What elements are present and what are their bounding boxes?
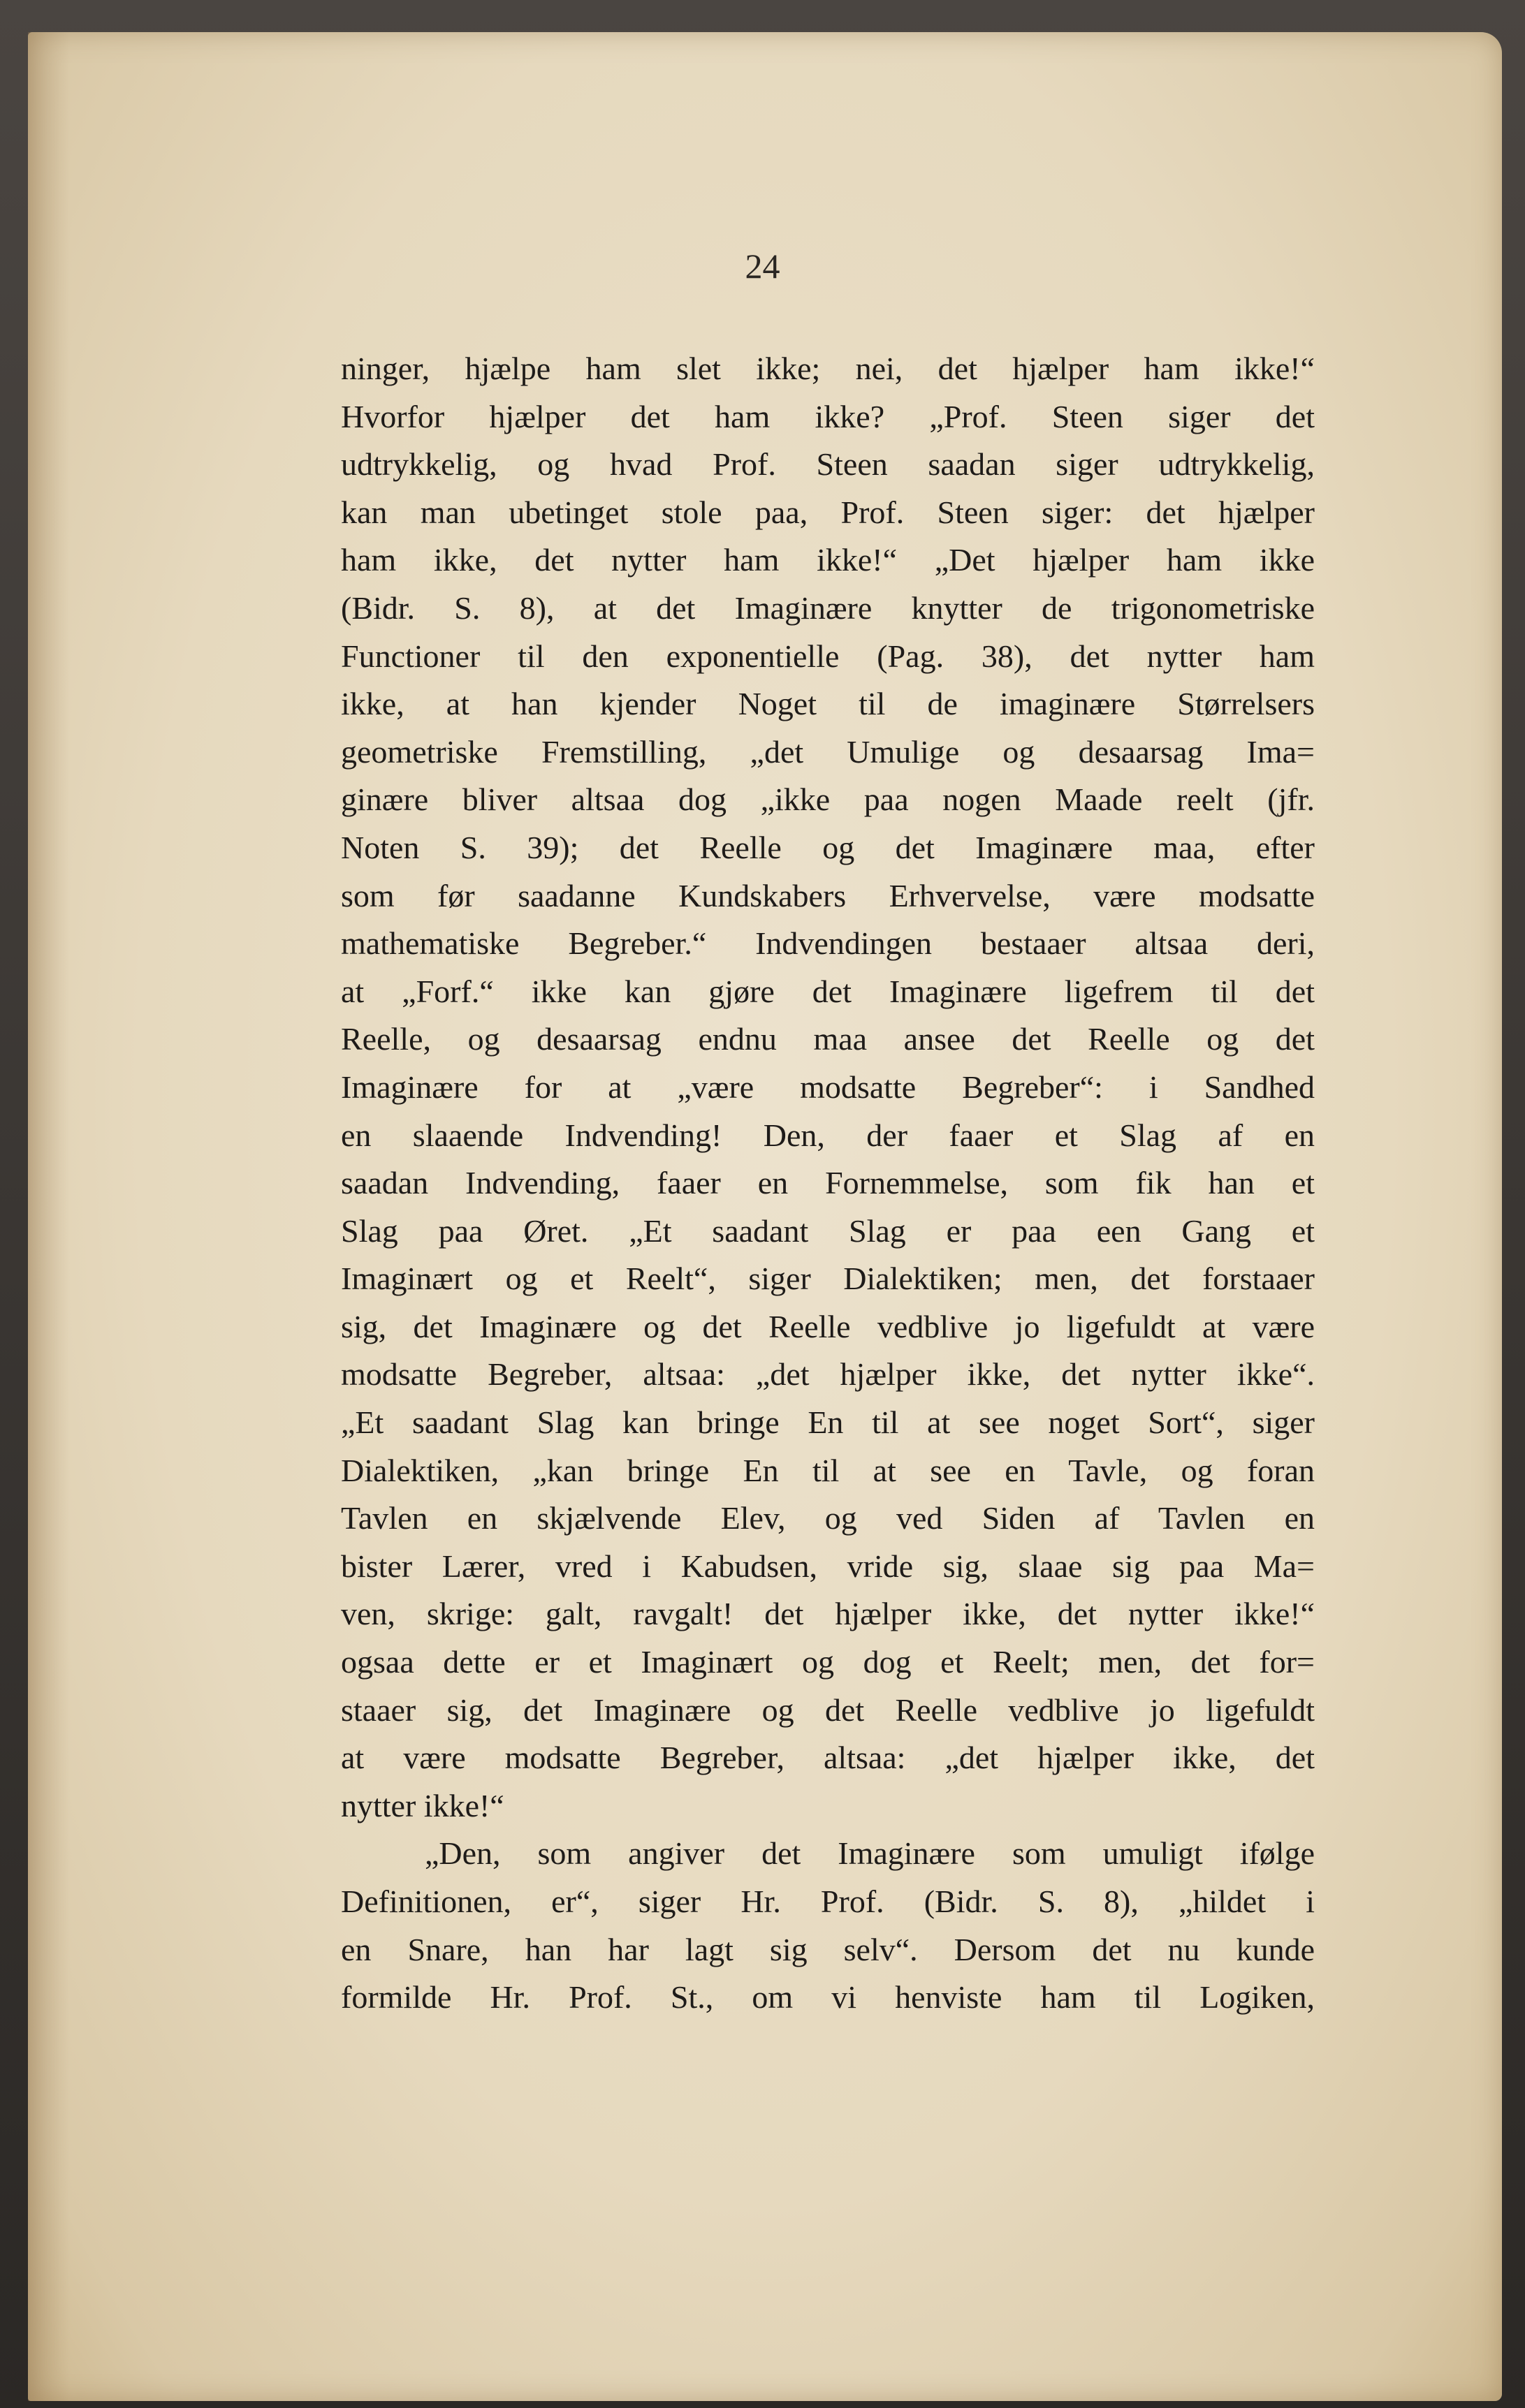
text-line: Imaginære for at „være modsatte Begreber“: i Sandhed xyxy=(341,1069,1315,1105)
text-line: „Et saadant Slag kan bringe En til at see noget Sort“, siger xyxy=(341,1404,1315,1441)
text-line: en slaaende Indvending! Den, der faaer et Slag af en xyxy=(341,1117,1315,1153)
text-line: saadan Indvending, faaer en Fornemmelse, som fik han et xyxy=(341,1165,1315,1201)
text-line: ven, skrige: galt, ravgalt! det hjælper ikke, det nytter ikke!“ xyxy=(341,1596,1315,1632)
text-line: staaer sig, det Imaginære og det Reelle vedblive jo ligefuldt xyxy=(341,1691,1315,1728)
text-line: en Snare, han har lagt sig selv“. Dersom det nu kunde xyxy=(341,1931,1315,1967)
text-line: ninger, hjælpe ham slet ikke; nei, det hjælper ham ikke!“ xyxy=(341,351,1315,386)
text-line: Noten S. 39); det Reelle og det Imaginære maa, efter xyxy=(341,829,1315,865)
text-line: sig, det Imaginære og det Reelle vedblive jo ligefuldt at være xyxy=(341,1308,1315,1344)
text-line: Hvorfor hjælper det ham ikke? „Prof. Steen siger det xyxy=(341,398,1315,434)
text-line: formilde Hr. Prof. St., om vi henviste ham til Logiken, xyxy=(341,1979,1315,2016)
text-line: (Bidr. S. 8), at det Imaginære knytter de trigonometriske xyxy=(341,589,1315,626)
text-line: Functioner til den exponentielle (Pag. 38), det nytter ham xyxy=(341,638,1315,674)
paragraph-start-line: „Den, som angiver det Imaginære som umuligt ifølge xyxy=(425,1835,1315,1872)
text-line: ginære bliver altsaa dog „ikke paa nogen Maade reelt (jfr. xyxy=(341,781,1315,818)
page-number: 24 xyxy=(745,247,780,286)
text-line: som før saadanne Kundskabers Erhvervelse, være modsatte xyxy=(341,877,1315,913)
paragraph-end-line: nytter ikke!“ xyxy=(341,1787,504,1823)
text-line: bister Lærer, vred i Kabudsen, vride sig, slaae sig paa Ma= xyxy=(341,1548,1315,1584)
text-line: Imaginært og et Reelt“, siger Dialektiken; men, det forstaaer xyxy=(341,1261,1315,1297)
text-line: Slag paa Øret. „Et saadant Slag er paa een Gang et xyxy=(341,1212,1315,1249)
text-line: at „Forf.“ ikke kan gjøre det Imaginære ligefrem til det xyxy=(341,973,1315,1009)
text-line: kan man ubetinget stole paa, Prof. Steen siger: det hjælper xyxy=(341,494,1315,530)
text-line: Tavlen en skjælvende Elev, og ved Siden af Tavlen en xyxy=(341,1500,1315,1536)
text-line: Dialektiken, „kan bringe En til at see en Tavle, og foran xyxy=(341,1452,1315,1488)
page-edge-shadow xyxy=(28,32,70,2401)
text-line: Definitionen, er“, siger Hr. Prof. (Bidr. S. 8), „hildet i xyxy=(341,1884,1315,1919)
body-text xyxy=(341,345,1315,2022)
text-line: mathematiske Begreber.“ Indvendingen bestaaer altsaa deri, xyxy=(341,925,1315,962)
text-line: geometriske Fremstilling, „det Umulige og desaarsag Ima= xyxy=(341,733,1315,770)
text-line: at være modsatte Begreber, altsaa: „det hjælper ikke, det xyxy=(341,1740,1315,1776)
text-line: udtrykkelig, og hvad Prof. Steen saadan siger udtrykkelig, xyxy=(341,446,1315,483)
text-line: modsatte Begreber, altsaa: „det hjælper ikke, det nytter ikke“. xyxy=(341,1356,1315,1393)
text-line: ham ikke, det nytter ham ikke!“ „Det hjælper ham ikke xyxy=(341,542,1315,578)
text-line: ogsaa dette er et Imaginært og dog et Reelt; men, det for= xyxy=(341,1644,1315,1680)
text-line: Reelle, og desaarsag endnu maa ansee det Reelle og det xyxy=(341,1021,1315,1057)
text-line: ikke, at han kjender Noget til de imaginære Størrelsers xyxy=(341,686,1315,722)
